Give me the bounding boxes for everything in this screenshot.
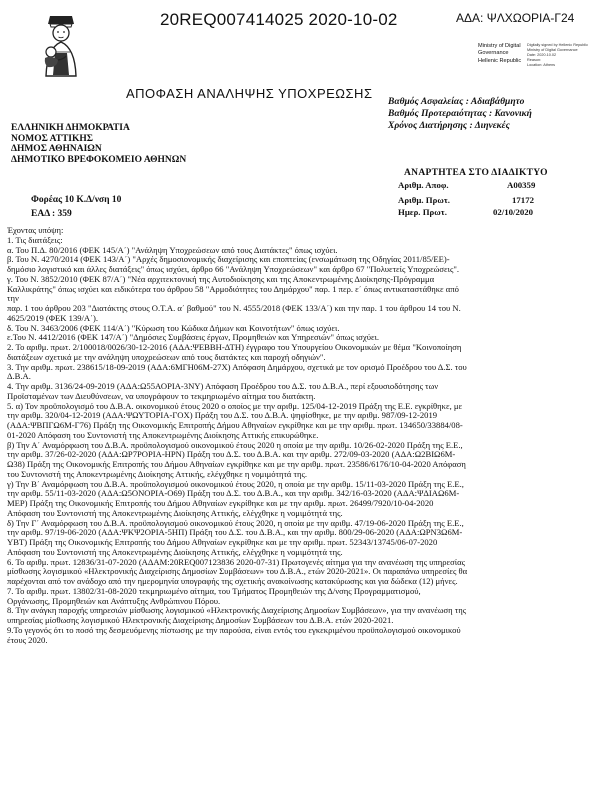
signature-detail-line: Location: Athens [527, 63, 556, 67]
issuer-line: ΔΗΜΟΤΙΚΟ ΒΡΕΦΟΚΟΜΕΙΟ ΑΘΗΝΩΝ [11, 154, 187, 165]
fund-directorate-line: Φορέας 10 Κ.Δ/νση 10 [31, 195, 122, 205]
body-line: γ. Του Ν. 3852/2010 (ΦΕΚ 87/Α΄) "Νέα αρχιτεκτονική της Αυτοδιοίκησης και της Αποκεντρωμένης Διοίκησης-Πρόγραμμα [7, 274, 435, 284]
signature-detail-line: Ministry of Digital Governance [527, 48, 578, 52]
body-line: του Συντονιστή της Αποκεντρωμένης Διοίκησης Αττικής, ελέγχθηκε η νομιμότητά της. [7, 469, 308, 479]
body-line: 01-2020 Απόφαση του Συντονιστή της Αποκεντρωμένης Διοίκησης Αττικής επικυρώθηκε. [7, 430, 319, 440]
ada-code-top: ΑΔΑ: ΨΛΧΩΟΡΙΑ-Γ24 [456, 11, 575, 25]
body-line: ε.Του Ν. 4412/2016 (ΦΕΚ 147/Α΄) "Δημόσιες Συμβάσεις έργων, Προμηθειών και Υπηρεσιών" όπως ισχύει. [7, 333, 380, 343]
body-line: 4625/2019 (ΦΕΚ 139/Α΄). [7, 313, 99, 323]
ead-number: ΕΑΔ : 359 [31, 209, 72, 219]
protocol-number-label: Αριθμ. Πρωτ. [398, 195, 450, 205]
body-line: 8. Την ανάγκη παροχής υπηρεσιών μίσθωσης λογισμικού «Ηλεκτρονικής Διαχείρισης Δημοσίων Συμβάσεων», για την ανανέωση της [7, 606, 467, 616]
issuer-line: ΕΛΛΗΝΙΚΗ ΔΗΜΟΚΡΑΤΙΑ [11, 123, 130, 133]
signature-detail-line: Reason: [527, 58, 542, 62]
issuer-block [11, 123, 186, 165]
body-line: μίσθωσης λογισμικού «Ηλεκτρονικής Διαχείρισης Δημοσίων Συμβάσεων» του Δ.Β.Α., ετών 2020-2021». Οι παραπάνω υπηρεσίες θα [7, 567, 468, 577]
internet-posting-note: ΑΝΑΡΤΗΤΕΑ ΣΤΟ ΔΙΑΔΙΚΤΥΟ [404, 168, 548, 178]
body-line: Προϊσταμένων των Διευθύνσεων, να υπογράφουν το τεκμηριωμένο αίτημα του διατάκτη. [7, 391, 316, 401]
body-line: Απόφαση του Συντονιστή της Αποκεντρωμένης Διοίκησης Αττικής, ελέγχθηκε η νομιμότητά της. [7, 508, 343, 518]
body-line: 7. Το αριθμ. πρωτ. 13802/31-08-2020 τεκμηριωμένο αίτημα, του Τμήματος Προμηθειών της Δ/νσης Προγραμματισμού, [7, 586, 421, 596]
decision-number-label: Αριθμ. Αποφ. [398, 180, 449, 190]
body-line: την αριθμ. 320/04-12-2019 (ΑΔΑ:ΨΩΥΤΟΡΙΑ-ΓΟΧ) Πράξη του Δ.Σ. του Δ.Β.Α. ψηφίσθηκε, με την αριθμ. 987/09-12-2019 [7, 411, 438, 421]
nurse-with-baby-logo-icon [36, 12, 86, 78]
body-line: γ) Την Β΄ Αναμόρφωση του Δ.Β.Α. προϋπολογισμού οικονομικού έτους 2020, η οποία με την αριθμ. 15/11-03-2020 Πράξη της Ε.Ε., [7, 479, 464, 489]
body-line: (ΑΔΑ:ΨΒΠΓΩ6Μ-Γ76) Πράξη της Οικονομικής Επιτροπής Δήμου Αθηναίων εγκρίθηκε και με την αριθμ. πρωτ. 134650/33884/08- [7, 421, 463, 430]
signature-detail-line: Digitally signed by Hellenic Republic [527, 43, 588, 47]
body-line: έτους 2020. [7, 635, 48, 645]
issuer-line: ΝΟΜΟΣ ΑΤΤΙΚΗΣ [11, 133, 93, 144]
body-line: την αριθμ. 55/11-03-2020 (ΑΔΑ:Ω5ΟΝΟΡΙΑ-Ο69) Πράξη του Δ.Σ. του Δ.Β.Α., και την αριθμ. 342/16-03-2020 (ΑΔΑ:ΨΔΙΑΩ6Μ- [7, 489, 460, 499]
ministry-signature-block [478, 43, 521, 65]
priority-level: Βαθμός Προτεραιότητας : Κανονική [388, 109, 532, 119]
body-line: την [7, 294, 19, 304]
body-line: Οργάνωσης, Προμηθειών και Ανάπτυξης Ανθρώπινου Πόρου. [7, 596, 221, 606]
body-line: Ω38) Πράξη της Οικονομικής Επιτροπής του Δήμου Αθηναίων εγκρίθηκε και με την αριθμ. πρωτ. 23586/6176/10-04-2020 Απόφαση [7, 460, 466, 469]
body-line: παρέχονται από τον ανάδοχο από την ημερομηνία υπογραφής της σχετικής ανακοίνωσης κατακύρωσης και για δώδεκα (12) μήνες. [7, 577, 458, 586]
request-code-stamp: 20REQ007414025 2020-10-02 [160, 10, 398, 29]
body-line: Καλλικράτης" όπως ισχύει και ειδικότερα του άρθρου 58 "Αρμοδιότητες του Δημάρχου" παρ. 1 περ. ε΄ όπως αντικαταστάθηκε από [7, 284, 459, 294]
ministry-line: Governance [478, 50, 509, 57]
body-line: α. Του Π.Δ. 80/2016 (ΦΕΚ 145/Α΄) "Ανάληψη Υποχρεώσεων από τους Διατάκτες" όπως ισχύει. [7, 245, 338, 255]
protocol-date-label: Ημερ. Πρωτ. [398, 207, 447, 217]
body-line: Δ.Β.Α. [7, 372, 31, 382]
signature-detail-line: Date: 2020.10.02 [527, 53, 557, 57]
body-line: διατάξεων σχετικά με την ανάληψη υποχρεώσεων από τους διατάκτες και παροχή οδηγιών". [7, 352, 326, 362]
body-line: δημόσιο λογιστικό και άλλες διατάξεις" όπως ισχύει, άρθρο 66 "Ανάληψη Υποχρεώσεων" και άρθρο 67 "Πολυετείς Υποχρεώσεις". [7, 265, 460, 274]
ministry-line: Ministry of Digital [478, 43, 521, 49]
decision-title: ΑΠΟΦΑΣΗ ΑΝΑΛΗΨΗΣ ΥΠΟΧΡΕΩΣΗΣ [126, 86, 373, 101]
body-line: 4. Την αριθμ. 3136/24-09-2019 (ΑΔΑ:Ω55ΑΟΡΙΑ-3ΝΥ) Απόφαση Προέδρου του Δ.Σ. του Δ.Β.Α., περί εξουσιοδότησης των [7, 382, 439, 391]
ministry-line: Hellenic Republic [478, 57, 522, 64]
body-line: 5. α) Τον προϋπολογισμό του Δ.Β.Α. οικονομικού έτους 2020 ο οποίος με την αριθμ. 125/04-12-2019 Πράξη της Ε.Ε. εγκρίθηκε, με [7, 401, 463, 411]
body-line: την αριθμ. 37/26-02-2020 (ΑΔΑ:ΩΡ7ΡΟΡΙΑ-ΗΡΝ) Πράξη του Δ.Σ. του Δ.Β.Α. και την αριθμ. 272/09-03-2020 (ΑΔΑ:Ω2ΒΙΩ6Μ- [7, 450, 456, 460]
body-line: Απόφαση του Συντονιστή της Αποκεντρωμένης Διοίκησης Αττικής, ελέγχθηκε η νομιμότητά της. [7, 547, 343, 557]
body-line: β) Την Α΄ Αναμόρφωση του Δ.Β.Α. προϋπολογισμού οικονομικού έτους 2020 η οποία με την αριθμ. 10/26-02-2020 Πράξη της Ε.Ε., [7, 440, 463, 450]
body-line: 6. Το αριθμ. πρωτ. 12836/31-07-2020 (ΑΔΑΜ:20REQ007123836 2020-07-31) Πρωτογενές αίτημα για την ανανέωση της υπηρεσίας [7, 557, 465, 567]
decision-number: Α00359 [507, 180, 536, 190]
body-line: ΥΒΤ) Πράξη της Οικονομικής Επιτροπής του Δήμου Αθηναίων εγκρίθηκε και με την αριθμ. πρωτ. 52343/13745/06-07-2020 [7, 538, 438, 547]
body-line: ΜΕΡ) Πράξη της Οικονομικής Επιτροπής του Δήμου Αθηναίων εγκρίθηκε και με την αριθμ. πρωτ. 26499/7920/10-04-2020 [7, 499, 434, 508]
protocol-number: 17172 [512, 195, 534, 205]
protocol-date: 02/10/2020 [493, 207, 534, 217]
body-line: δ. Του Ν. 3463/2006 (ΦΕΚ 114/Α΄) "Κύρωση του Κώδικα Δήμων και Κοινοτήτων" όπως ισχύει. [7, 323, 340, 333]
body-line: 3. Την αριθμ. πρωτ. 238615/18-09-2019 (ΑΔΑ:6ΜΓΗ06Μ-27Χ) Απόφαση Δημάρχου, σχετικά με τον ορισμό Προέδρου του Δ.Σ. του [7, 362, 467, 372]
retention-period: Χρόνος Διατήρησης : Διηνεκές [388, 121, 510, 131]
digital-signature-details [527, 43, 588, 68]
body-line: 9.Το γεγονός ότι το ποσό της δεσμευόμενης πίστωσης με την παρούσα, είναι εντός του εγκεκριμένου προϋπολογισμού οικονομικού [7, 625, 461, 635]
body-line: Έχοντας υπόψη: [7, 226, 64, 235]
body-line: την αριθμ. 97/19-06-2020 (ΑΔΑ:ΨΚΨ2ΟΡΙΑ-5ΗΠ) Πράξη του Δ.Σ. του Δ.Β.Α., και την αριθμ. 800/29-06-2020 (ΑΔΑ:ΩΡΝ3Ω6Μ- [7, 528, 463, 538]
issuer-line: ΔΗΜΟΣ ΑΘΗΝΑΙΩΝ [11, 144, 102, 155]
body-line: 1. Τις διατάξεις: [7, 235, 63, 245]
body-line: υπηρεσίας μίσθωσης λογισμικού Ηλεκτρονικής Διαχείρισης Δημοσίων Συμβάσεων του Δ.Β.Α. ετών 2020-2021. [7, 616, 394, 625]
body-line: δ) Την Γ΄ Αναμόρφωση του Δ.Β.Α. προϋπολογισμού οικονομικού έτους 2020, η οποία με την αριθμ. 47/19-06-2020 Πράξη της Ε.Ε., [7, 518, 464, 528]
body-line: β. Του Ν. 4270/2014 (ΦΕΚ 143/Α΄) "Αρχές δημοσιονομικής διαχείρισης και εποπτείας (ενσωμάτωση της Οδηγίας 2011/85/ΕΕ)- [7, 255, 450, 265]
decision-body [7, 226, 607, 645]
body-line: 2. Το αριθμ. πρωτ. 2/100018/0026/30-12-2016 (ΑΔΑ:ΨΕΒΒΗ-ΔΤΗ) έγγραφο του Υπουργείου Οικονομικών με θέμα "Κοινοποίηση [7, 343, 462, 352]
body-line: παρ. 1 του άρθρου 203 "Διατάκτης στους Ο.Τ.Α. α΄ βαθμού" του Ν. 4555/2018 (ΦΕΚ 133/Α΄) και την παρ. 1 του άρθρου 14 του Ν. [7, 304, 461, 313]
security-level: Βαθμός Ασφαλείας : Αδιαβάθμητο [388, 97, 525, 107]
